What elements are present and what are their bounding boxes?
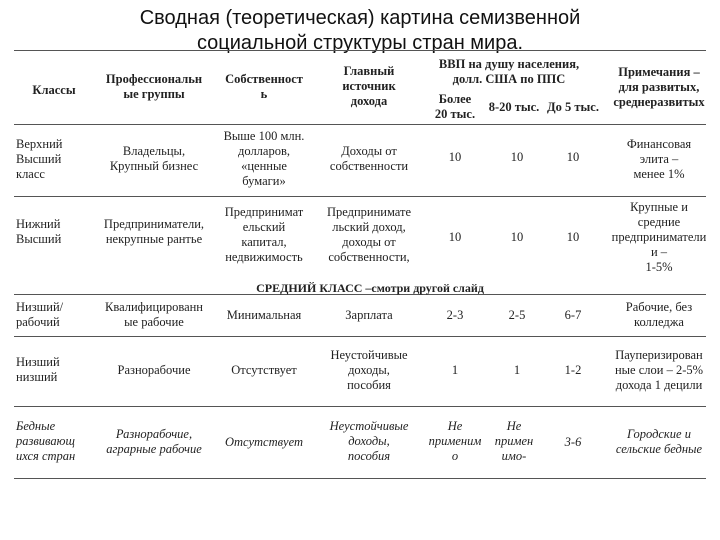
row-1-note: Финансовая элита – менее 1% <box>626 136 692 181</box>
row-4-gnp-mid: 1 <box>513 362 521 377</box>
header-gnp-low: До 5 тыс. <box>547 99 599 114</box>
row-2-gnp-low: 10 <box>566 229 580 244</box>
row-4-gnp-more: 1 <box>451 362 459 377</box>
row-3-property: Минимальная <box>226 307 302 322</box>
row-5-class: Бедные развивающ ихся стран <box>16 418 76 463</box>
row-5-prof: Разнорабочие, аграрные рабочие <box>106 427 202 456</box>
row-1-class: Верхний Высший класс <box>16 136 63 181</box>
title-line-1: Сводная (теоретическая) картина семизвенной <box>139 7 581 29</box>
row-1-gnp-mid: 10 <box>510 149 524 164</box>
row-3-gnp-more: 2-3 <box>446 307 464 322</box>
row-4-income: Неустойчивые доходы, пособия <box>330 347 408 392</box>
header-property: Собственност ь <box>225 72 303 101</box>
row-1-prof: Владельцы, Крупный бизнес <box>109 144 199 173</box>
row-5-income: Неустойчивые доходы, пособия <box>329 418 409 463</box>
row-4-class: Низший низший <box>16 355 60 384</box>
header-gnp-more: Более 20 тыс. <box>434 92 476 121</box>
header-gnp-mid: 8-20 тыс. <box>488 99 540 114</box>
rule-row4 <box>14 406 706 407</box>
row-1-income: Доходы от собственности <box>329 144 409 173</box>
row-4-gnp-low: 1-2 <box>564 362 582 377</box>
rule-bottom <box>14 478 706 479</box>
row-3-income: Зарплата <box>345 307 393 322</box>
row-4-note: Пауперизирован ные слои – 2-5% дохода 1 децили <box>614 347 704 392</box>
row-5-gnp-low: 3-6 <box>564 434 582 449</box>
title-line-2: социальной структуры стран мира. <box>196 32 524 54</box>
row-2-prof: Предприниматели, некрупные рантье <box>103 217 205 246</box>
row-3-note: Рабочие, без колледжа <box>625 300 693 329</box>
rule-header <box>14 124 706 125</box>
row-5-property: Отсутствует <box>224 434 304 449</box>
row-3-class: Низший/ рабочий <box>16 300 64 329</box>
row-3-gnp-low: 6-7 <box>564 307 582 322</box>
middle-class-note: СРЕДНИЙ КЛАСС –смотри другой слайд <box>256 281 484 295</box>
row-4-prof: Разнорабочие <box>117 362 191 377</box>
row-1-property: Выше 100 млн. долларов, «ценные бумаги» <box>223 129 305 188</box>
row-2-gnp-mid: 10 <box>510 229 524 244</box>
row-3-prof: Квалифицированн ые рабочие <box>105 300 203 329</box>
row-2-property: Предпринимат ельский капитал, недвижимость <box>224 205 304 264</box>
header-gnp: ВВП на душу населения, долл. США по ППС <box>438 57 580 86</box>
header-professional-groups: Профессиональн ые группы <box>105 72 203 101</box>
page-title <box>0 6 720 56</box>
row-2-income: Предпринимате льский доход, доходы от собственности, <box>326 205 412 264</box>
header-notes: Примечания – для развитых, среднеразвитых <box>613 64 705 109</box>
row-4-property: Отсутствует <box>231 362 297 377</box>
header-classes: Классы <box>32 82 76 97</box>
row-2-class: Нижний Высший <box>16 217 62 246</box>
row-5-gnp-mid: Не примен имо- <box>494 418 534 463</box>
row-5-note: Городские и сельские бедные <box>615 427 703 456</box>
rule-top <box>14 50 706 51</box>
row-5-gnp-more: Не применим о <box>428 418 482 463</box>
row-2-note: Крупные и средние предприниматели и – 1-5% <box>611 199 707 274</box>
row-1-gnp-more: 10 <box>448 149 462 164</box>
row-1-gnp-low: 10 <box>566 149 580 164</box>
row-2-gnp-more: 10 <box>448 229 462 244</box>
rule-row3 <box>14 336 706 337</box>
header-main-income: Главный источник дохода <box>342 63 396 108</box>
row-3-gnp-mid: 2-5 <box>508 307 526 322</box>
